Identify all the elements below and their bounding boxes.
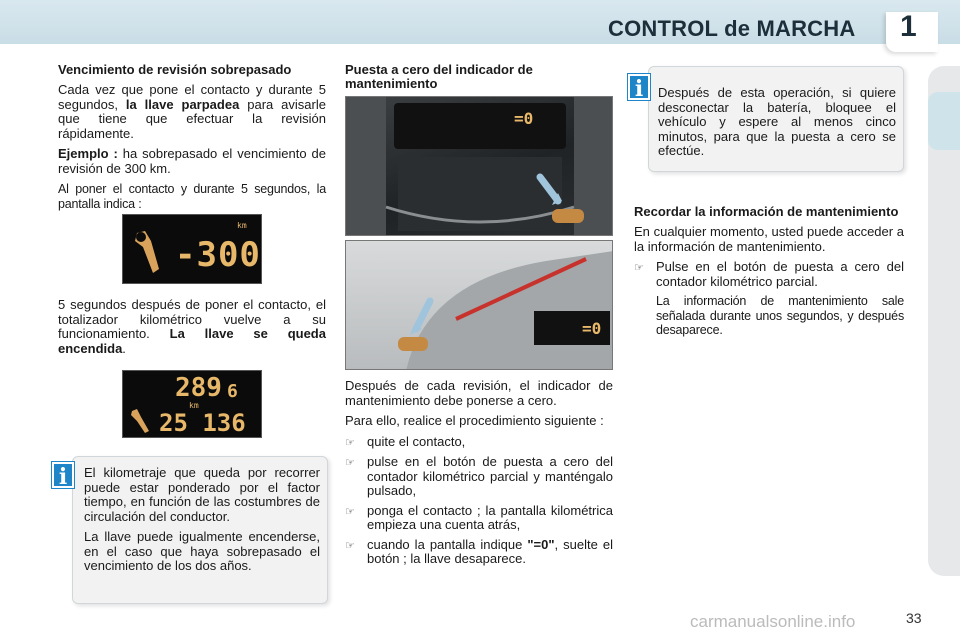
- list-item: [345, 504, 613, 533]
- note: [634, 294, 904, 338]
- note-text: La información de mantenimiento sale señalada durante unos segundos, y después desaparece.: [656, 294, 904, 337]
- watermark: carmanualsonline.info: [690, 612, 856, 631]
- list-item-text: quite el contacto,: [367, 433, 466, 449]
- middle-heading-wrap: [345, 63, 613, 97]
- display-decimal: 6: [227, 381, 238, 402]
- pointing-hand-icon: ☞: [345, 505, 355, 518]
- list-item: [634, 260, 904, 289]
- text: .: [122, 340, 126, 356]
- display-unit: km: [189, 401, 199, 410]
- info-icon: i: [52, 462, 74, 488]
- paragraph: El kilometraje que queda por recorrer puede estar ponderado por el factor tiempo, en función de las costumbres de circulación del conductor.: [84, 465, 320, 524]
- left-column: [58, 63, 326, 217]
- info-box-content: [84, 466, 320, 580]
- text: 5 segundos después de poner el contacto, el totalizador kilométrico vuelve a su funcionamiento.: [58, 297, 326, 341]
- instrument-cluster-photo-top: [345, 96, 613, 236]
- emphasis: La llave se queda encendida: [58, 326, 326, 356]
- left-column-lower: [58, 298, 326, 362]
- section-heading-recall: Recordar la información de mantenimiento: [634, 204, 899, 219]
- list-item-text: ponga el contacto ; la pantalla kilométrica empieza una cuenta atrás,: [367, 502, 613, 532]
- list-item: [345, 455, 613, 499]
- middle-column-text: [345, 379, 613, 572]
- instrument-cluster-photo-bottom: [345, 240, 613, 370]
- pointing-hand-icon: ☞: [345, 457, 355, 469]
- paragraph: [58, 83, 326, 141]
- paragraph: Para ello, realice el procedimiento siguiente :: [345, 413, 604, 428]
- wrench-icon: [129, 227, 165, 277]
- indent-spacer: [634, 294, 656, 338]
- pointing-hand-icon: ☞: [634, 262, 644, 274]
- chapter-number: 1: [900, 10, 917, 43]
- pointing-hand-icon: ☞: [345, 539, 355, 552]
- display-value: -300: [175, 235, 261, 275]
- display-value: 25 136: [159, 409, 246, 437]
- paragraph: [58, 298, 326, 356]
- list-item-text: pulse en el botón de puesta a cero del contador kilométrico parcial y manténgalo pulsado,: [367, 454, 613, 498]
- paragraph: Después de esta operación, si quiere desconectar la batería, bloquee el vehículo y espere al menos cinco minutos, para que la puesta a cero se efectúe.: [658, 85, 896, 158]
- section-heading-reset: Puesta a cero del indicador de mantenimiento: [345, 62, 533, 91]
- display-unit: km: [237, 221, 247, 230]
- paragraph: Después de cada revisión, el indicador de mantenimiento debe ponerse a cero.: [345, 378, 613, 408]
- emphasis: la llave parpadea: [125, 96, 240, 112]
- list-item: [345, 435, 613, 451]
- cluster-illustration: [346, 241, 613, 370]
- text: para avisarle que tiene que efectuar la revisión rápidamente.: [58, 96, 326, 141]
- right-column-text: [634, 205, 904, 343]
- paragraph: Al poner el contacto y durante 5 segundos, la pantalla indica :: [58, 182, 326, 211]
- text: ha sobrepasado el vencimiento de revisión de 300 km.: [58, 146, 326, 176]
- wrench-icon: [129, 407, 153, 435]
- text: cuando la pantalla indique: [367, 536, 523, 552]
- pointing-hand-icon: ☞: [345, 436, 355, 449]
- text: , suelte el botón ; la llave desaparece.: [367, 536, 613, 566]
- list-item-text: Pulse en el botón de puesta a cero del contador kilométrico parcial.: [656, 259, 904, 289]
- page-title: CONTROL de MARCHA: [608, 16, 856, 41]
- paragraph: La llave puede igualmente encenderse, en el caso que haya sobrepasado el vencimiento de los dos años.: [84, 529, 320, 573]
- odometer-display-image: [122, 370, 262, 438]
- paragraph: [58, 147, 326, 176]
- section-heading-overdue: Vencimiento de revisión sobrepasado: [58, 62, 292, 77]
- display-value: =0: [514, 109, 534, 128]
- example-label: Ejemplo :: [58, 146, 118, 161]
- paragraph: En cualquier momento, usted puede acceder a la información de mantenimiento.: [634, 224, 904, 254]
- side-tab-active[interactable]: [928, 92, 960, 150]
- info-icon: i: [628, 74, 650, 100]
- text: Cada vez que pone el contacto y durante 5 segundos,: [58, 82, 326, 112]
- list-item: [345, 538, 613, 567]
- emphasis: "=0": [527, 536, 555, 552]
- info-box-content: [658, 86, 896, 165]
- display-value: =0: [582, 319, 602, 338]
- cluster-illustration: [346, 97, 613, 236]
- overdue-display-image: [122, 214, 262, 284]
- display-value: 289: [175, 373, 222, 403]
- page-number: 33: [906, 610, 922, 626]
- list-item-text: [367, 538, 613, 567]
